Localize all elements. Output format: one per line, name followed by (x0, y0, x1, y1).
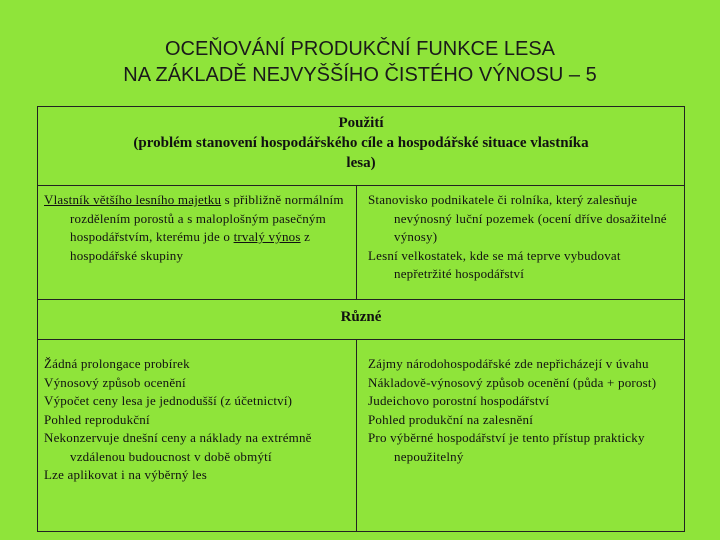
comparison-table (37, 106, 685, 532)
section1-subheading-1: (problém stanovení hospodářského cíle a hospodářské situace vlastníka (133, 135, 589, 151)
list-item: Výnosový způsob ocenění (44, 374, 186, 390)
section1-subheading-2: lesa) (346, 155, 376, 171)
list-item: Pohled produkční na zalesnění (368, 411, 534, 427)
list-item: Nákladově-výnosový způsob ocenění (půda + porost) (368, 374, 657, 390)
divider (38, 185, 684, 186)
section1-left-part3: trvalý výnos (233, 229, 301, 244)
section1-heading: Použití (338, 115, 384, 131)
section1-left-part2: s přibližně normálním rozdělením porostů a s maloplošným pasečným hospodářstvím, kterému jde o (70, 192, 344, 244)
section2-heading: Různé (340, 309, 382, 325)
title-line-2: NA ZÁKLADĚ NEJVYŠŠÍHO ČISTÉHO VÝNOSU – 5 (123, 64, 597, 86)
section1-right-cell (368, 191, 673, 284)
list-item: Judeichovo porostní hospodářství (368, 393, 550, 408)
section2-header (38, 307, 684, 327)
list-item: Lze aplikovat i na výběrný les (44, 467, 208, 482)
list-item: Stanovisko podnikatele či rolníka, který zalesňuje nevýnosný luční pozemek (ocení dříve dosažitelné výnosy) (368, 192, 667, 244)
section1-left-part1: Vlastník většího lesního majetku (44, 192, 222, 207)
section1-left-text (44, 191, 346, 265)
list-item: Výpočet ceny lesa je jednodušší (z účetnictví) (44, 393, 293, 408)
list-item: Pohled reprodukční (44, 411, 150, 427)
divider (38, 339, 684, 340)
section1-left-part4: z hospodářské skupiny (70, 229, 311, 263)
section1-header (38, 113, 684, 173)
section2-right-cell (368, 355, 673, 466)
list-item: Žádná prolongace probírek (44, 356, 190, 371)
divider (38, 299, 684, 300)
column-divider (356, 339, 357, 531)
list-item: Zájmy národohospodářské zde nepřicházejí v úvahu (368, 356, 649, 371)
title-line-1: OCEŇOVÁNÍ PRODUKČNÍ FUNKCE LESA (164, 38, 556, 60)
list-item: Nekonzervuje dnešní ceny a náklady na extrémně vzdálenou budoucnost v době obmýtí (44, 430, 312, 464)
column-divider (356, 185, 357, 299)
section1-left-cell (44, 191, 346, 265)
list-item: Lesní velkostatek, kde se má teprve vybudovat nepřetržité hospodářství (368, 247, 621, 281)
section2-left-cell (44, 355, 356, 485)
list-item: Pro výběrné hospodářství je tento přístup prakticky nepoužitelný (368, 430, 645, 464)
slide-title (0, 36, 720, 88)
